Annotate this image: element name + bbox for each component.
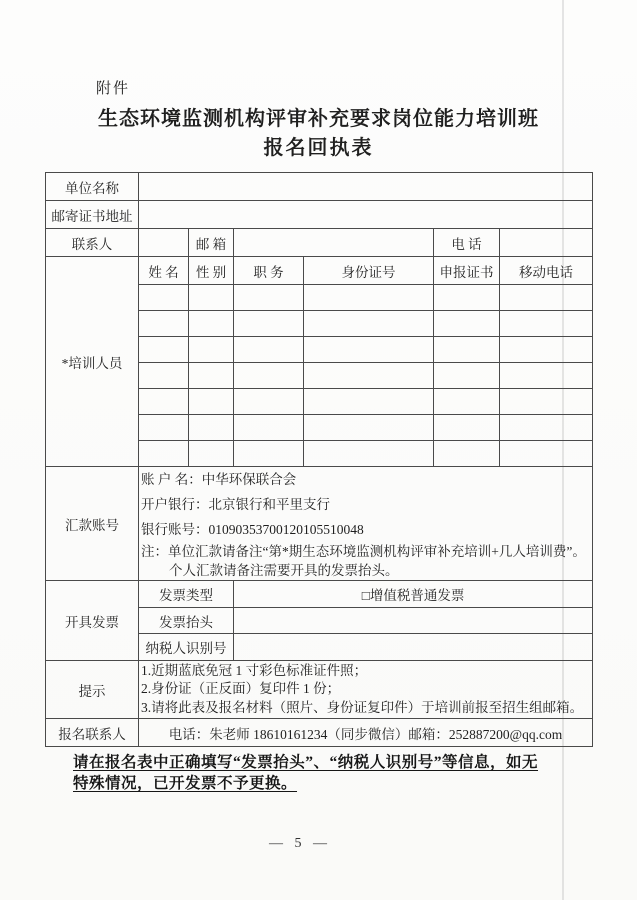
- invoice-title-label: 发票抬头: [139, 608, 234, 634]
- column-header-mobile: 移动电话: [500, 257, 593, 285]
- column-header-name: 姓 名: [139, 257, 189, 285]
- registration-contact-row: [46, 719, 593, 747]
- tips-row: [46, 661, 593, 719]
- invoice-type-label: 发票类型: [139, 581, 234, 608]
- unit-name-label: 单位名称: [46, 173, 139, 201]
- taxpayer-id-field: [234, 634, 593, 661]
- page-number: — 5 —: [269, 836, 331, 851]
- invoice-label: 开具发票: [46, 581, 139, 661]
- phone-field: [500, 229, 593, 257]
- email-label: 邮 箱: [189, 229, 234, 257]
- table-row: [46, 201, 593, 229]
- tips-label: 提示: [46, 661, 139, 719]
- registration-contact-info: 电话：朱老师 18610161234（同步微信）邮箱：252887200@qq.com: [139, 719, 593, 747]
- remittance-account-number: 银行账号：01090353700120105510048: [141, 522, 364, 537]
- invoice-type-checkbox-option: □增值税普通发票: [234, 581, 593, 608]
- remittance-bank: 开户银行：北京银行和平里支行: [141, 497, 330, 512]
- unit-name-field: [139, 173, 593, 201]
- tip-line-1: 1.近期蓝底免冠 1 寸彩色标准证件照；: [141, 662, 368, 678]
- title-line-1: 生态环境监测机构评审补充要求岗位能力培训班: [98, 108, 539, 130]
- footnote: [73, 752, 573, 794]
- footnote-line-2: 特殊情况，已开发票不予更换。: [73, 775, 298, 792]
- mailing-address-field: [139, 201, 593, 229]
- document-title: [45, 105, 592, 163]
- remittance-note-line2: 个人汇款请备注需要开具的发票抬头。: [169, 563, 399, 578]
- table-row: [46, 173, 593, 201]
- footnote-line-1: 请在报名表中正确填写“发票抬头”、“纳税人识别号”等信息，如无: [73, 754, 539, 771]
- invoice-title-field: [234, 608, 593, 634]
- remittance-label: 汇款账号: [46, 467, 139, 581]
- remittance-account-name: 账 户 名：中华环保联合会: [141, 472, 297, 487]
- column-header-position: 职 务: [234, 257, 304, 285]
- taxpayer-id-label: 纳税人识别号: [139, 634, 234, 661]
- remittance-note-line1: 注：单位汇款请备注“第*期生态环境监测机构评审补充培训+几人培训费”。: [141, 544, 586, 559]
- invoice-type-row: [46, 581, 593, 608]
- contact-field: [139, 229, 189, 257]
- trainees-label: *培训人员: [46, 257, 139, 467]
- registration-contact-label: 报名联系人: [46, 719, 139, 747]
- tip-line-2: 2.身份证（正反面）复印件 1 份；: [141, 681, 341, 697]
- registration-form-table: [45, 172, 593, 747]
- phone-label: 电 话: [434, 229, 500, 257]
- mailing-address-label: 邮寄证书地址: [46, 201, 139, 229]
- email-field: [234, 229, 434, 257]
- attachment-label: 附件: [96, 81, 131, 97]
- column-header-gender: 性 别: [189, 257, 234, 285]
- title-line-2: 报名回执表: [263, 137, 374, 159]
- column-header-id-number: 身份证号: [304, 257, 434, 285]
- remittance-row: [46, 467, 593, 581]
- column-header-certificate: 申报证书: [434, 257, 500, 285]
- table-row: [46, 229, 593, 257]
- trainee-header-row: [46, 257, 593, 285]
- tip-line-3: 3.请将此表及报名材料（照片、身份证复印件）于培训前报至招生组邮箱。: [141, 699, 584, 715]
- tips-content: [139, 661, 593, 719]
- contact-label: 联系人: [46, 229, 139, 257]
- remittance-details: [139, 467, 593, 581]
